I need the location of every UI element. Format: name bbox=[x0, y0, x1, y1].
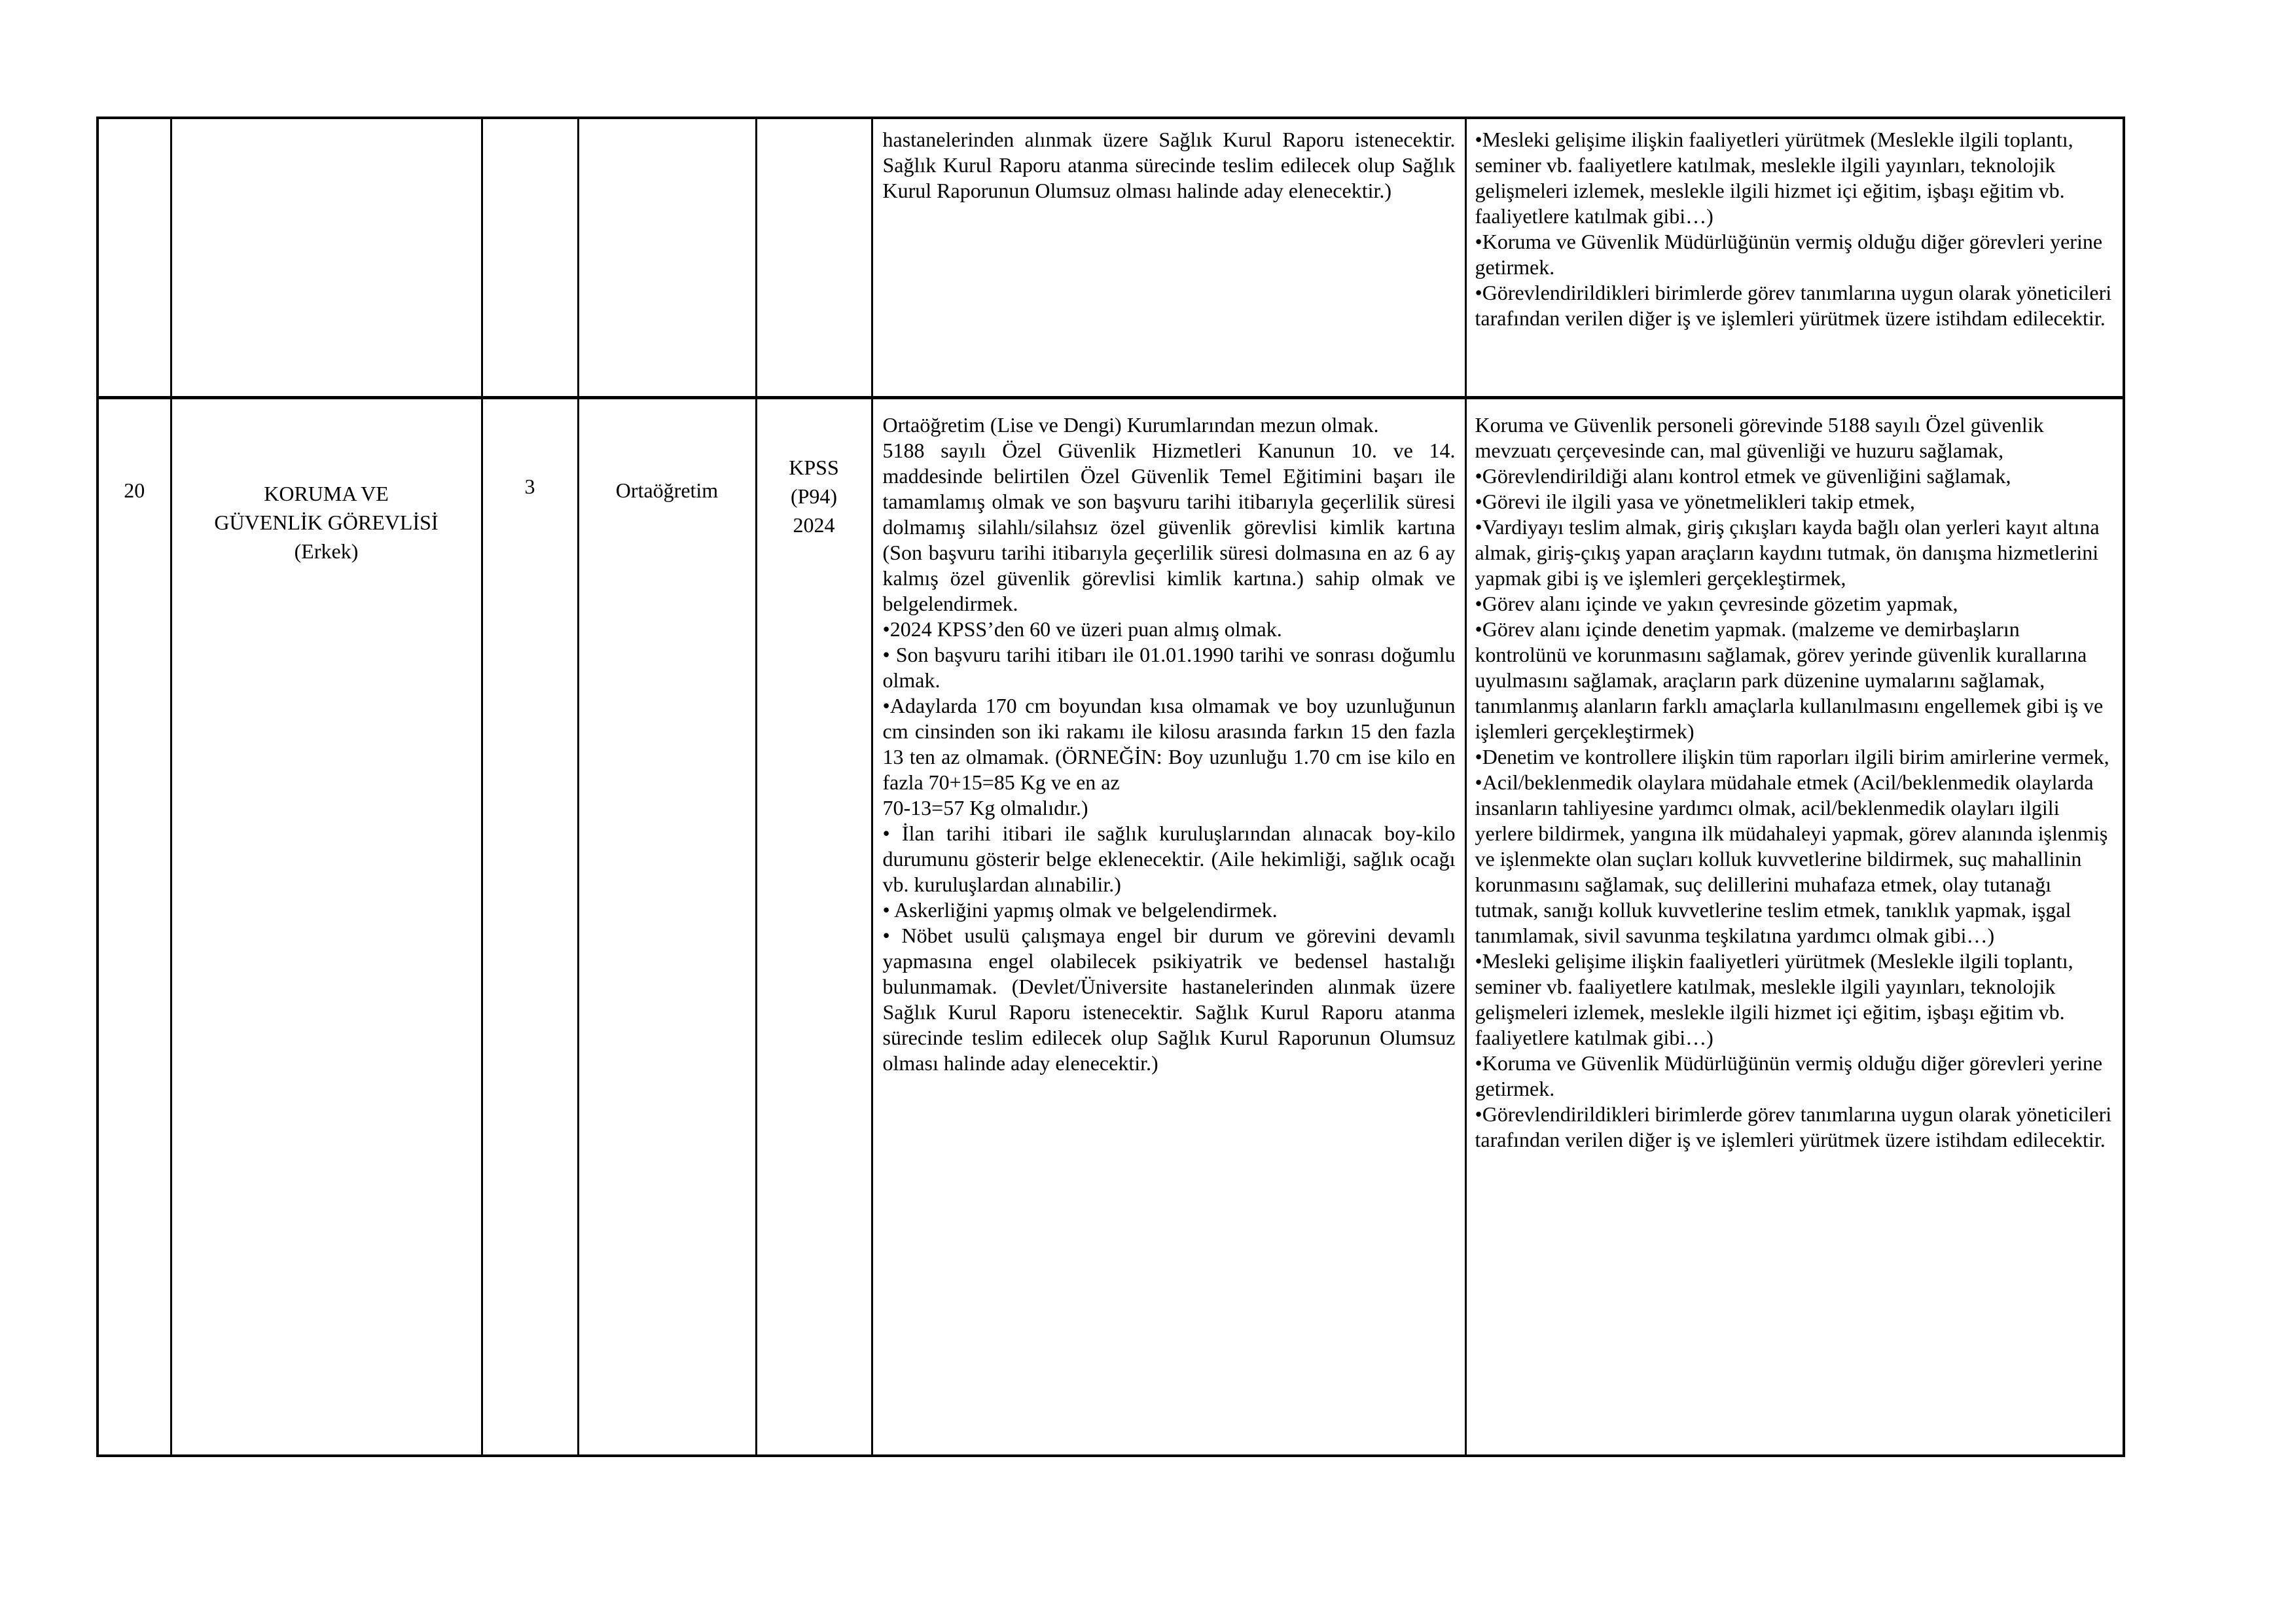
row-no-cell bbox=[98, 397, 171, 1456]
text-line: •Vardiyayı teslim almak, giriş çıkışları kayda bağlı olan yerleri kayıt altına almak, giriş-çıkış yapan araçların kaydını tutmak, ön danışma hizmetlerini yapmak gibi iş ve işlemleri gerçekleştirmek, bbox=[1475, 514, 2100, 590]
text-line: •Koruma ve Güvenlik Müdürlüğünün vermiş olduğu diğer görevleri yerine getirmek. bbox=[1475, 230, 2103, 279]
text-line: GÜVENLİK GÖREVLİSİ bbox=[214, 510, 439, 534]
text-line: •Görevlendirildikleri birimlerde görev tanımlarına uygun olarak yöneticileri tarafından verilen diğer iş ve işlemleri yürütmek üzere istihdam edilecektir. bbox=[1475, 281, 2112, 330]
text-line: Ortaöğretim (Lise ve Dengi) Kurumlarından mezun olmak. bbox=[882, 412, 1379, 437]
job-posting-table bbox=[96, 117, 2125, 1457]
text-line: •Mesleki gelişime ilişkin faaliyetleri yürütmek (Meslekle ilgili toplantı, seminer vb. faaliyetlere katılmak, meslekle ilgili yayınları, teknolojik gelişmeleri izlemek, meslekle ilgili hizmet içi eğitim, işbaşı eğitim vb. faaliyetlere katılmak gibi…) bbox=[1475, 128, 2073, 228]
education-level-cell bbox=[578, 397, 756, 1456]
document-sheet bbox=[96, 117, 2125, 1457]
text-line: •Görev alanı içinde ve yakın çevresinde gözetim yapmak, bbox=[1475, 591, 1958, 615]
text-line: hastanelerinden alınmak üzere Sağlık Kurul Raporu istenecektir. Sağlık Kurul Raporu atanma sürecinde teslim edilecek olup Sağlık Kurul Raporunun Olumsuz olması halinde aday elenecektir.) bbox=[882, 128, 1456, 202]
text-line: •Mesleki gelişime ilişkin faaliyetleri yürütmek (Meslekle ilgili toplantı, seminer vb. faaliyetlere katılmak, meslekle ilgili yayınları, teknolojik gelişmeleri izlemek, meslekle ilgili hizmet içi eğitim, işbaşı eğitim vb. faaliyetlere katılmak gibi…) bbox=[1475, 948, 2073, 1049]
text-line: Koruma ve Güvenlik personeli görevinde 5188 sayılı Özel güvenlik mevzuatı çerçevesinde can, mal güvenliği ve huzuru sağlamak, bbox=[1475, 412, 2044, 462]
table-row-position-20 bbox=[98, 397, 2124, 1456]
text-line: •Görevi ile ilgili yasa ve yönetmelikleri takip etmek, bbox=[1475, 489, 1915, 513]
text-line: •Adaylarda 170 cm boyundan kısa olmamak ve boy uzunluğunun cm cinsinden son iki rakamı ile kilosu arasında farkın 15 den fazla 13 ten az olmamak. (ÖRNEĞİN: Boy uzunluğu 1.70 cm ise kilo en fazla 70+15=85 Kg ve en az bbox=[882, 693, 1456, 794]
text-line: •Denetim ve kontrollere ilişkin tüm raporları ilgili birim amirlerine vermek, bbox=[1475, 744, 2109, 768]
application-requirements-text bbox=[873, 119, 1465, 209]
text-line: •2024 KPSS’den 60 ve üzeri puan almış olmak. bbox=[882, 617, 1282, 641]
position-title-lines bbox=[172, 399, 481, 566]
position-count-value: 3 bbox=[524, 474, 535, 498]
application-requirements-cell bbox=[872, 118, 1465, 397]
text-line: • Son başvuru tarihi itibarı ile 01.01.1990 tarihi ve sonrası doğumlu olmak. bbox=[882, 642, 1456, 692]
text-line: • İlan tarihi itibari ile sağlık kuruluşlarından alınacak boy-kilo durumunu gösterir belge eklenecektir. (Aile hekimliği, sağlık ocağı vb. kuruluşlardan alınabilir.) bbox=[882, 821, 1456, 896]
text-line: •Görevlendirildiği alanı kontrol etmek ve güvenliğini sağlamak, bbox=[1475, 463, 2011, 488]
text-line: •Görevlendirildikleri birimlerde görev tanımlarına uygun olarak yöneticileri tarafından verilen diğer iş ve işlemleri yürütmek üzere istihdam edilecektir. bbox=[1475, 1102, 2112, 1151]
text-line: (P94) bbox=[790, 484, 838, 508]
position-count-cell bbox=[482, 118, 578, 397]
exam-requirement-cell bbox=[756, 397, 872, 1456]
job-duties-text bbox=[1467, 119, 2123, 336]
exam-requirement-cell bbox=[756, 118, 872, 397]
position-title-cell bbox=[171, 118, 482, 397]
position-count-cell bbox=[482, 397, 578, 1456]
job-duties-text bbox=[1467, 399, 2123, 1158]
job-duties-cell bbox=[1465, 118, 2124, 397]
education-level-cell bbox=[578, 118, 756, 397]
job-duties-cell bbox=[1465, 397, 2124, 1456]
application-requirements-cell bbox=[872, 397, 1465, 1456]
row-no-cell bbox=[98, 118, 171, 397]
text-line: • Askerliğini yapmış olmak ve belgelendirmek. bbox=[882, 897, 1278, 922]
text-line: •Koruma ve Güvenlik Müdürlüğünün vermiş olduğu diğer görevleri yerine getirmek. bbox=[1475, 1051, 2103, 1100]
text-line: KORUMA VE bbox=[264, 481, 389, 505]
text-line: 5188 sayılı Özel Güvenlik Hizmetleri Kanunun 10. ve 14. maddesinde belirtilen Özel Güvenlik Temel Eğitimini başarı ile tamamlamış olmak ve son başvuru tarihi itibarıyla geçerlilik süresi dolmamış silahlı/silahsız özel güvenlik görevlisi kimlik kartına (Son başvuru tarihi itibarıyla geçerlilik süresi dolmasına en az 6 ay kalmış özel güvenlik görevlisi kimlik kartına.) sahip olmak ve belgelendirmek. bbox=[882, 438, 1456, 615]
text-line: 70-13=57 Kg olmalıdır.) bbox=[882, 795, 1088, 820]
exam-requirement-lines bbox=[757, 399, 871, 539]
text-line: 2024 bbox=[793, 513, 835, 537]
education-level-value: Ortaöğretim bbox=[615, 478, 719, 502]
position-title-cell bbox=[171, 397, 482, 1456]
text-line: KPSS bbox=[789, 455, 839, 479]
text-line: (Erkek) bbox=[294, 539, 359, 563]
text-line: •Görev alanı içinde denetim yapmak. (malzeme ve demirbaşların kontrolünü ve korunmasını sağlamak, görev yerinde güvenlik kurallarına uyulmasını sağlamak, araçların park düzenine uymalarını sağlamak, tanımlanmış alanların farklı amaçlarla kullanılmasını engellemek gibi iş ve işlemleri gerçekleştirmek) bbox=[1475, 617, 2104, 743]
table-row-continuation bbox=[98, 118, 2124, 397]
application-requirements-text bbox=[873, 399, 1465, 1081]
text-line: •Acil/beklenmedik olaylara müdahale etmek (Acil/beklenmedik olaylarda insanların tahliyesine yardımcı olmak, acil/beklenmedik olayları ilgili yerlere bildirmek, yangına ilk müdahaleyi yapmak, görev alanında işlenmiş ve işlenmekte olan suçları kolluk kuvvetlerine bildirmek, suç mahallinin korunmasını sağlamak, suç delillerini muhafaza etmek, olay tutanağı tutmak, sanığı kolluk kuvvetlerine teslim etmek, tanıklık yapmak, işgal tanımlamak, sivil savunma teşkilatına yardımcı olmak gibi…) bbox=[1475, 770, 2108, 947]
row-no-value: 20 bbox=[124, 478, 145, 502]
text-line: • Nöbet usulü çalışmaya engel bir durum ve görevini devamlı yapmasına engel olabilecek psikiyatrik ve bedensel hastalığı bulunmamak. (Devlet/Üniversite hastanelerinden alınmak üzere Sağlık Kurul Raporu istenecektir. Sağlık Kurul Raporu atanma sürecinde teslim edilecek olup Sağlık Kurul Raporunun Olumsuz olması halinde aday elenecektir.) bbox=[882, 923, 1456, 1075]
